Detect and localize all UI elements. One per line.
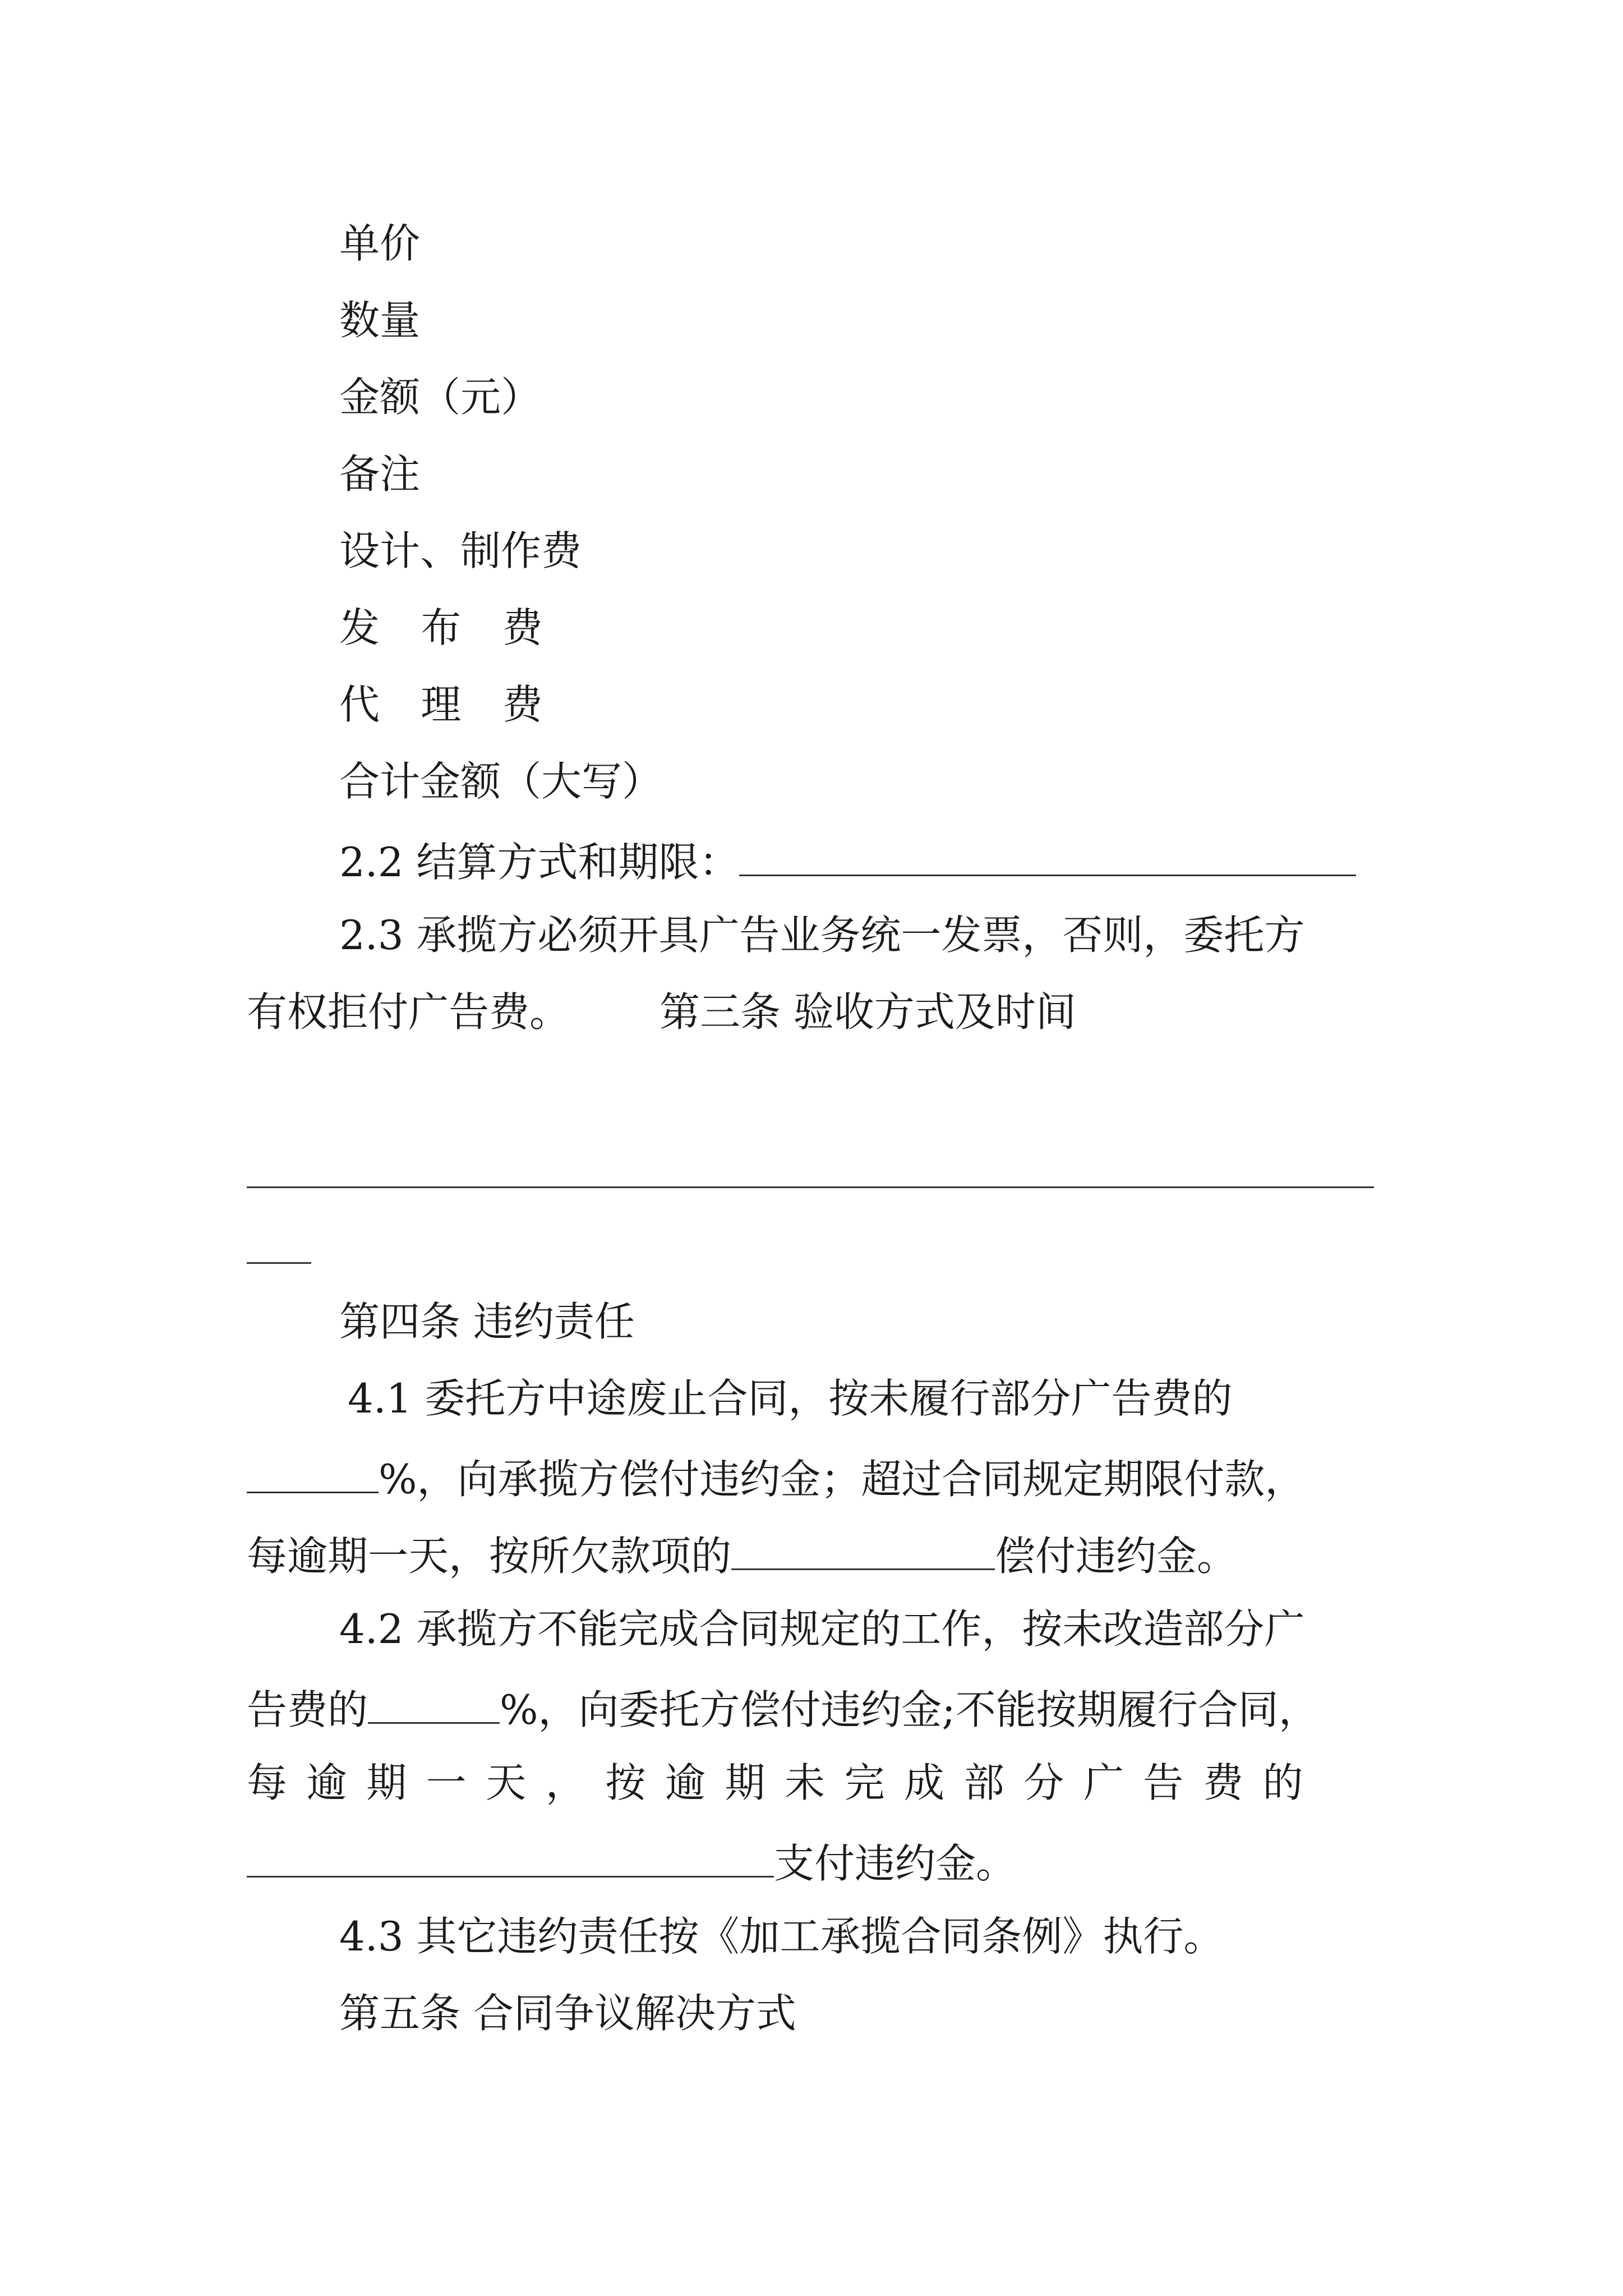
item-publish-fee: 发 布 费	[339, 604, 557, 651]
clause-4-1: 4.1 委托方中途废止合同，按未履行部分广告费的	[348, 1375, 1233, 1422]
clause-4-2-text-4: 支付违约金。	[774, 1839, 1017, 1887]
clause-4-1-text-2: %，向承揽方偿付违约金；超过合同规定期限付款，	[379, 1455, 1306, 1503]
clause-4-1-cont-2	[247, 1532, 1238, 1580]
clause-2-3-cont	[247, 988, 1076, 1036]
clause-4-2-cont	[247, 1686, 1319, 1733]
fill-in-line-end	[247, 1262, 311, 1264]
penalty-blank	[247, 1839, 774, 1878]
clause-4-2-cont-3	[247, 1839, 1017, 1887]
rate-blank	[731, 1532, 995, 1570]
fill-in-line	[247, 1186, 1374, 1188]
clause-4-2-text-3: %，向委托方偿付违约金;不能按期履行合同，	[500, 1686, 1319, 1733]
clause-4-2-cont-2: 每逾期一天，按逾期未完成部分广告费的	[247, 1759, 1323, 1806]
item-amount: 金额（元）	[339, 374, 542, 421]
article-4-heading: 第四条 违约责任	[339, 1298, 635, 1345]
article-3-heading: 第三条 验收方式及时间	[660, 988, 1076, 1036]
percent-blank	[247, 1455, 379, 1493]
clause-2-2-text: 2.2 结算方式和期限：	[339, 838, 740, 886]
item-total-amount: 合计金额（大写）	[339, 758, 663, 805]
clause-4-3: 4.3 其它违约责任按《加工承揽合同条例》执行。	[339, 1913, 1224, 1960]
clause-2-3-end: 有权拒付广告费。	[247, 988, 570, 1036]
clause-4-2-text-2: 告费的	[247, 1686, 368, 1733]
article-5-heading: 第五条 合同争议解决方式	[339, 1990, 796, 2037]
item-quantity: 数量	[339, 297, 421, 344]
item-design-fee: 设计、制作费	[339, 527, 582, 574]
item-remarks: 备注	[339, 450, 421, 498]
clause-4-2: 4.2 承揽方不能完成合同规定的工作，按未改造部分广	[339, 1605, 1305, 1653]
clause-2-3: 2.3 承揽方必须开具广告业务统一发票，否则，委托方	[339, 912, 1305, 959]
clause-2-2	[339, 838, 1356, 886]
clause-4-1-text-3: 每逾期一天，按所欠款项的	[247, 1532, 732, 1580]
item-unit-price: 单价	[339, 220, 421, 267]
fill-in-blank	[739, 838, 1356, 876]
clause-4-1-text-4: 偿付违约金。	[995, 1532, 1238, 1580]
clause-4-1-cont	[247, 1455, 1306, 1503]
percent-blank-2	[368, 1686, 500, 1724]
item-agency-fee: 代 理 费	[339, 681, 557, 728]
